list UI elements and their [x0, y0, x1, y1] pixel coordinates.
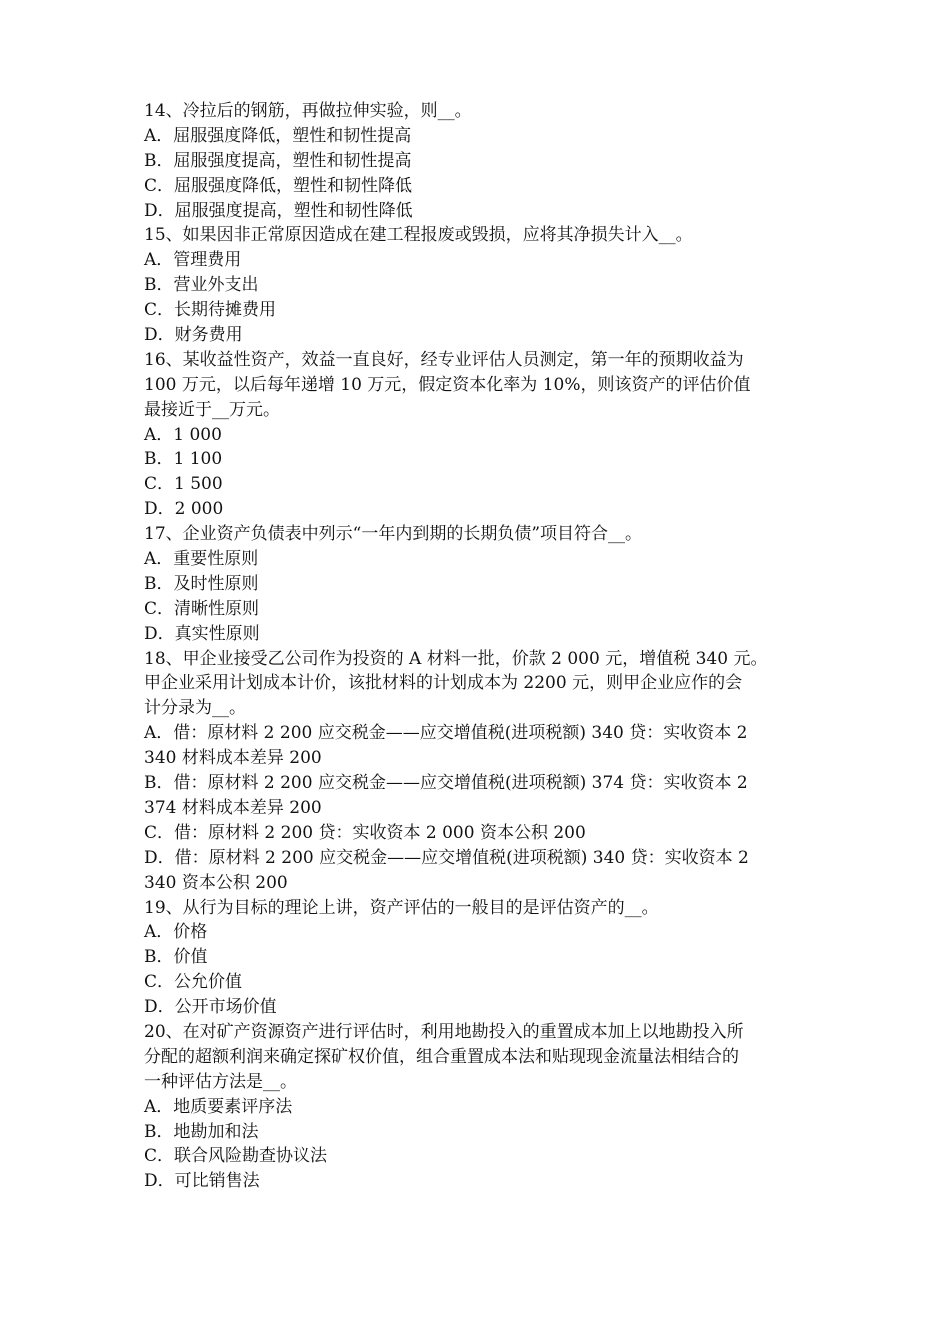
text-line: 340 资本公积 200	[144, 872, 288, 893]
text-line: A．重要性原则	[144, 549, 259, 570]
text-line: 340 材料成本差异 200	[144, 748, 322, 769]
text-line: 最接近于__万元。	[144, 399, 280, 420]
text-line: 计分录为__。	[144, 698, 246, 719]
text-line: A．屈服强度降低，塑性和韧性提高	[144, 125, 412, 146]
text-line: A．借：原材料 2 200 应交税金——应交增值税(进项税额) 340 贷：实收资本 2	[144, 723, 748, 744]
text-line: 甲企业采用计划成本计价，该批材料的计划成本为 2200 元，则甲企业应作的会	[144, 673, 743, 694]
text-line: D．屈服强度提高，塑性和韧性降低	[144, 200, 413, 221]
text-line: 14、冷拉后的钢筋，再做拉伸实验，则__。	[144, 101, 472, 121]
text-line: B．借：原材料 2 200 应交税金——应交增值税(进项税额) 374 贷：实收资本 2	[144, 773, 748, 794]
text-line: 19、从行为目标的理论上讲，资产评估的一般目的是评估资产的__。	[144, 897, 659, 918]
text-line: D．可比销售法	[144, 1171, 260, 1192]
text-line: C．公允价值	[144, 972, 243, 993]
text-line: 16、某收益性资产，效益一直良好，经专业评估人员测定，第一年的预期收益为	[144, 349, 744, 370]
text-line: C．长期待摊费用	[144, 300, 277, 321]
text-line: B．屈服强度提高，塑性和韧性提高	[144, 150, 412, 171]
text-line: C．清晰性原则	[144, 598, 260, 619]
text-line: B．及时性原则	[144, 573, 259, 594]
text-line: D．借：原材料 2 200 应交税金——应交增值税(进项税额) 340 贷：实收资本 2	[144, 847, 749, 868]
text-line: C．联合风险勘查协议法	[144, 1146, 328, 1167]
text-line: 分配的超额利润来确定探矿权价值，组合重置成本法和贴现现金流量法相结合的	[144, 1046, 739, 1067]
text-line: 18、甲企业接受乙公司作为投资的 A 材料一批，价款 2 000 元，增值税 340 元。	[144, 648, 768, 669]
text-line: D．真实性原则	[144, 623, 260, 644]
text-line: A．管理费用	[144, 250, 242, 271]
text-line: B．地勘加和法	[144, 1121, 259, 1142]
text-line: A．价格	[144, 922, 208, 943]
text-line: A．1 000	[144, 424, 222, 445]
text-line: B．价值	[144, 947, 208, 968]
text-line: A．地质要素评序法	[144, 1096, 293, 1117]
text-line: B．营业外支出	[144, 275, 259, 296]
text-line: C．屈服强度降低，塑性和韧性降低	[144, 175, 413, 196]
text-line: D．2 000	[144, 499, 224, 520]
text-line: B．1 100	[144, 449, 223, 470]
text-line: 17、企业资产负债表中列示“一年内到期的长期负债”项目符合__。	[144, 524, 643, 545]
text-line: D．公开市场价值	[144, 997, 277, 1018]
text-line: C．借：原材料 2 200 贷：实收资本 2 000 资本公积 200	[144, 822, 586, 843]
text-line: 20、在对矿产资源资产进行评估时，利用地勘投入的重置成本加上以地勘投入所	[144, 1021, 744, 1042]
text-line: 100 万元，以后每年递增 10 万元，假定资本化率为 10%，则该资产的评估价值	[144, 374, 751, 395]
question-text-block	[144, 99, 816, 1194]
text-line: 一种评估方法是__。	[144, 1071, 297, 1092]
text-line: 15、如果因非正常原因造成在建工程报废或毁损，应将其净损失计入__。	[144, 225, 693, 246]
text-line: 374 材料成本差异 200	[144, 797, 322, 818]
text-line: D．财务费用	[144, 325, 243, 346]
text-line: C．1 500	[144, 474, 223, 495]
